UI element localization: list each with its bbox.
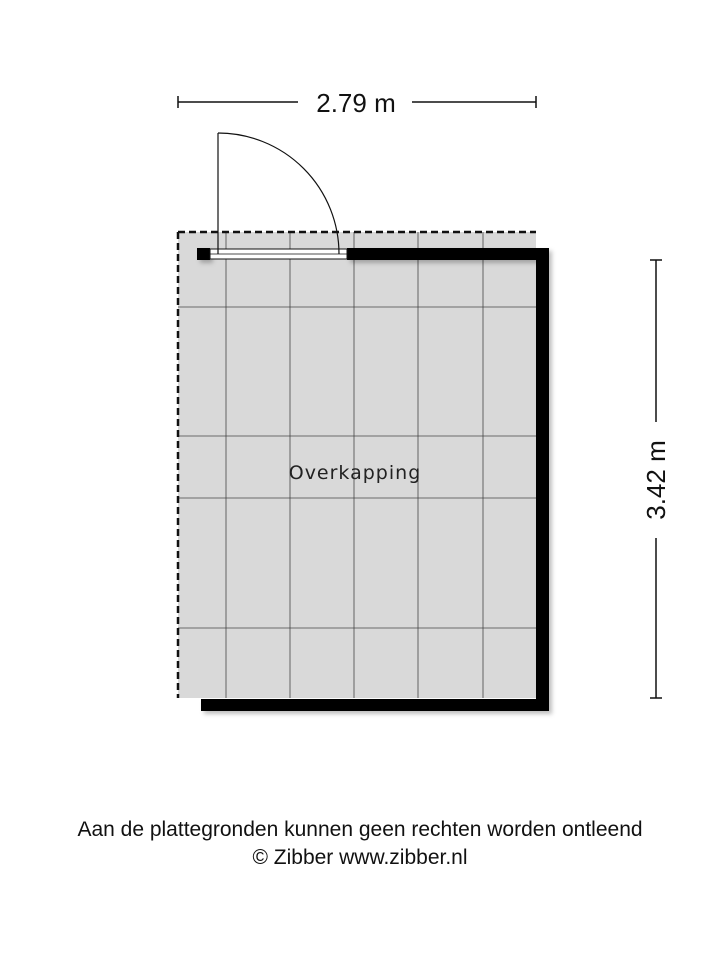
width-dimension xyxy=(178,88,536,118)
height-dimension xyxy=(641,260,671,698)
disclaimer-text: Aan de plattegronden kunnen geen rechten worden ontleend xyxy=(77,818,643,841)
copyright-text: © Zibber www.zibber.nl xyxy=(252,846,468,869)
height-dimension-label: 3.42 m xyxy=(641,440,671,520)
width-dimension-label: 2.79 m xyxy=(316,88,396,118)
room-label: Overkapping xyxy=(288,462,422,484)
